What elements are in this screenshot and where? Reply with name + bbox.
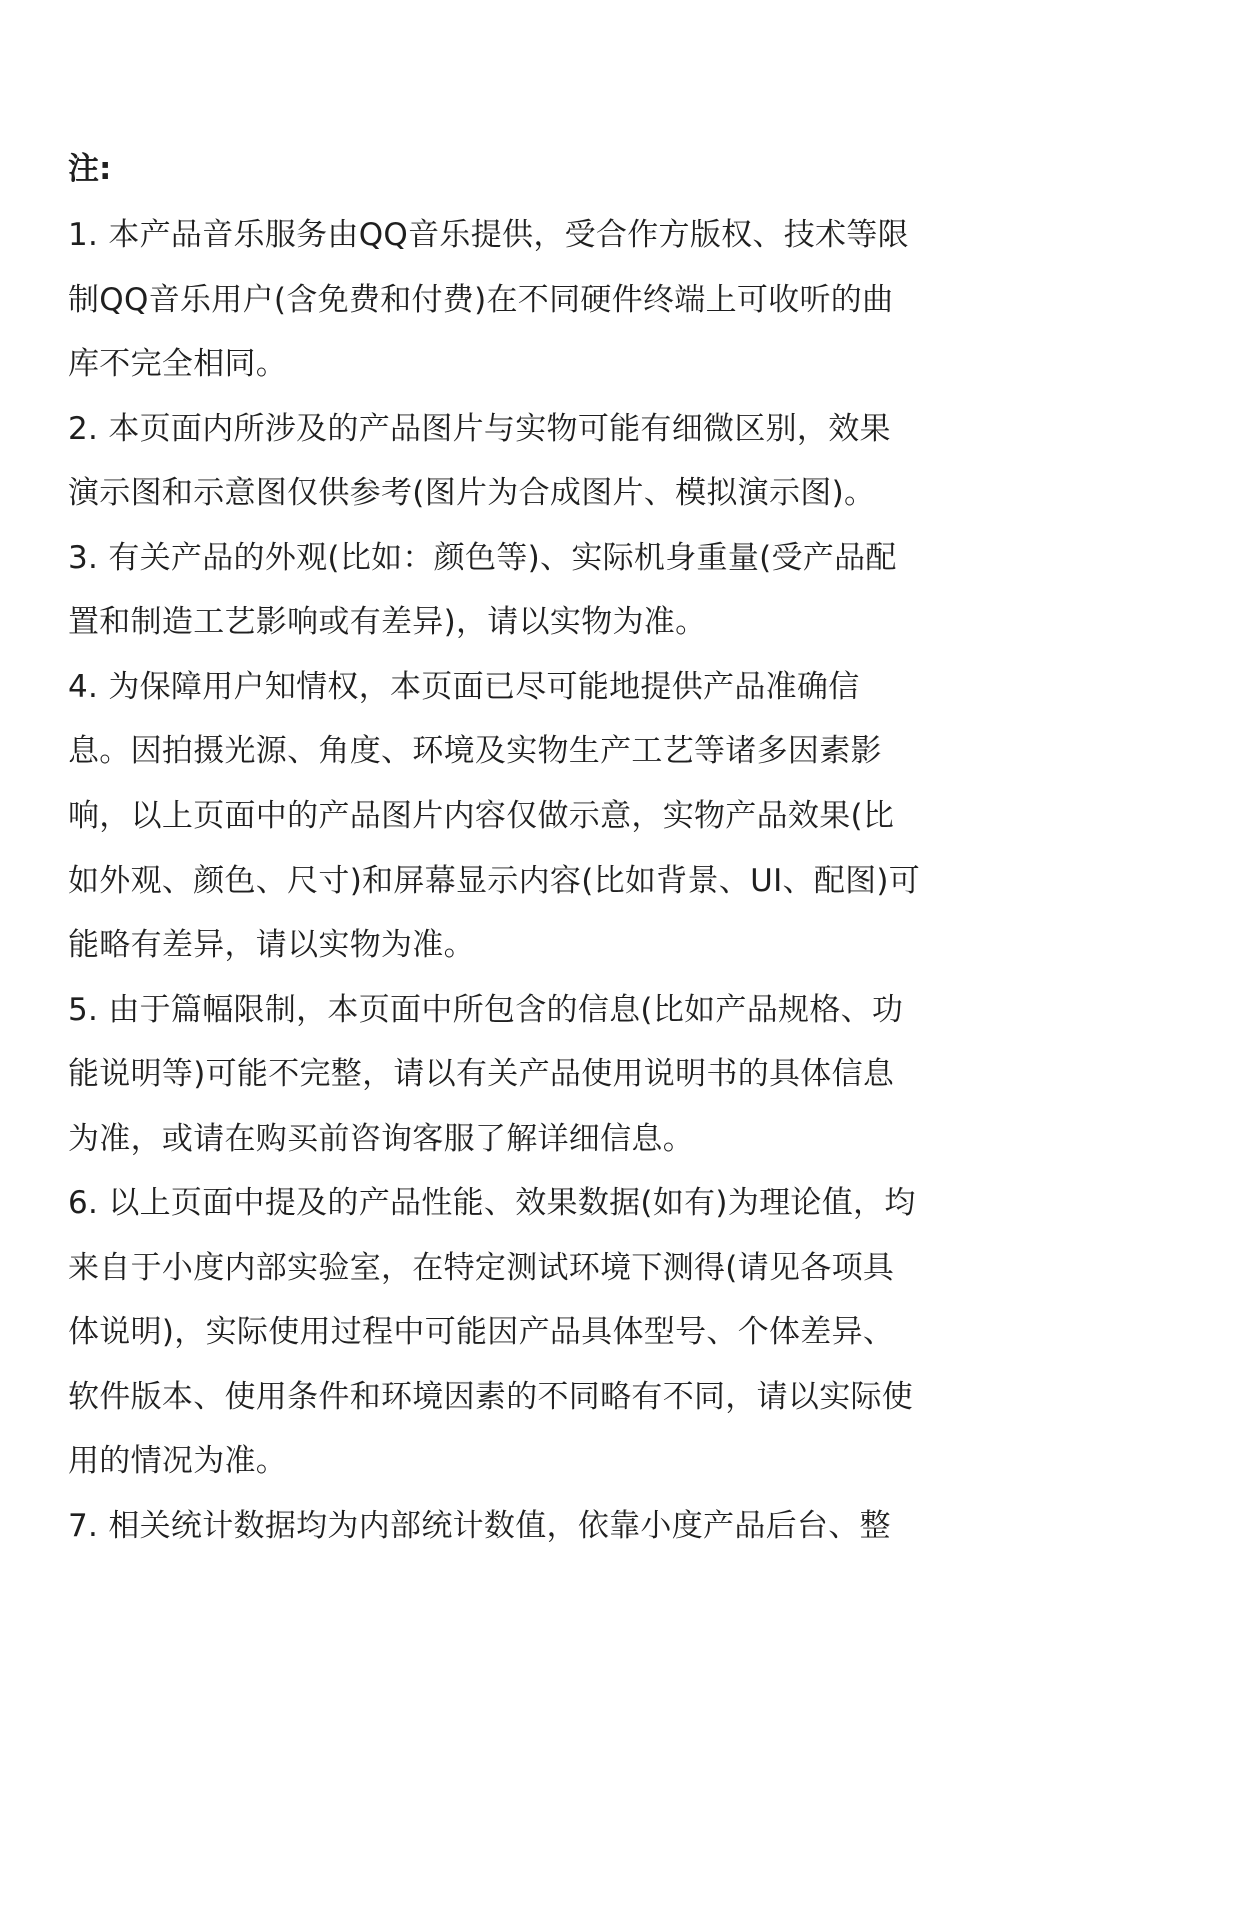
note-6-line-2: 来自于小度内部实验室，在特定测试环境下测得(请见各项具	[68, 1250, 895, 1286]
note-4-line-3: 响，以上页面中的产品图片内容仅做示意，实物产品效果(比	[68, 798, 895, 834]
note-2-line-2: 演示图和示意图仅供参考(图片为合成图片、模拟演示图)。	[68, 475, 876, 511]
note-6-line-4: 软件版本、使用条件和环境因素的不同略有不同，请以实际使	[68, 1379, 914, 1415]
note-2-line-1: 2. 本页面内所涉及的产品图片与实物可能有细微区别，效果	[68, 411, 891, 447]
note-6-line-1: 6. 以上页面中提及的产品性能、效果数据(如有)为理论值，均	[68, 1185, 916, 1221]
note-4-line-1: 4. 为保障用户知情权，本页面已尽可能地提供产品准确信	[68, 669, 860, 705]
note-5-line-3: 为准，或请在购买前咨询客服了解详细信息。	[68, 1121, 694, 1157]
note-4-line-2: 息。因拍摄光源、角度、环境及实物生产工艺等诸多因素影	[68, 733, 882, 769]
note-6-line-5: 用的情况为准。	[68, 1443, 288, 1479]
note-5-line-2: 能说明等)可能不完整，请以有关产品使用说明书的具体信息	[68, 1056, 895, 1092]
note-1-line-3: 库不完全相同。	[68, 346, 288, 382]
note-4-line-5: 能略有差异，请以实物为准。	[68, 927, 475, 963]
note-5-line-1: 5. 由于篇幅限制，本页面中所包含的信息(比如产品规格、功	[68, 992, 904, 1028]
note-4-line-4: 如外观、颜色、尺寸)和屏幕显示内容(比如背景、UI、配图)可	[68, 863, 921, 899]
note-7-line-1: 7. 相关统计数据均为内部统计数值，依靠小度产品后台、整	[68, 1508, 891, 1544]
note-1-line-1: 1. 本产品音乐服务由QQ音乐提供，受合作方版权、技术等限	[68, 217, 909, 253]
note-6-line-3: 体说明)，实际使用过程中可能因产品具体型号、个体差异、	[68, 1314, 895, 1350]
notes-title: 注:	[68, 151, 112, 187]
note-3-line-1: 3. 有关产品的外观(比如：颜色等)、实际机身重量(受产品配	[68, 540, 897, 576]
note-1-line-2: 制QQ音乐用户(含免费和付费)在不同硬件终端上可收听的曲	[68, 282, 894, 318]
note-3-line-2: 置和制造工艺影响或有差异)，请以实物为准。	[68, 604, 707, 640]
